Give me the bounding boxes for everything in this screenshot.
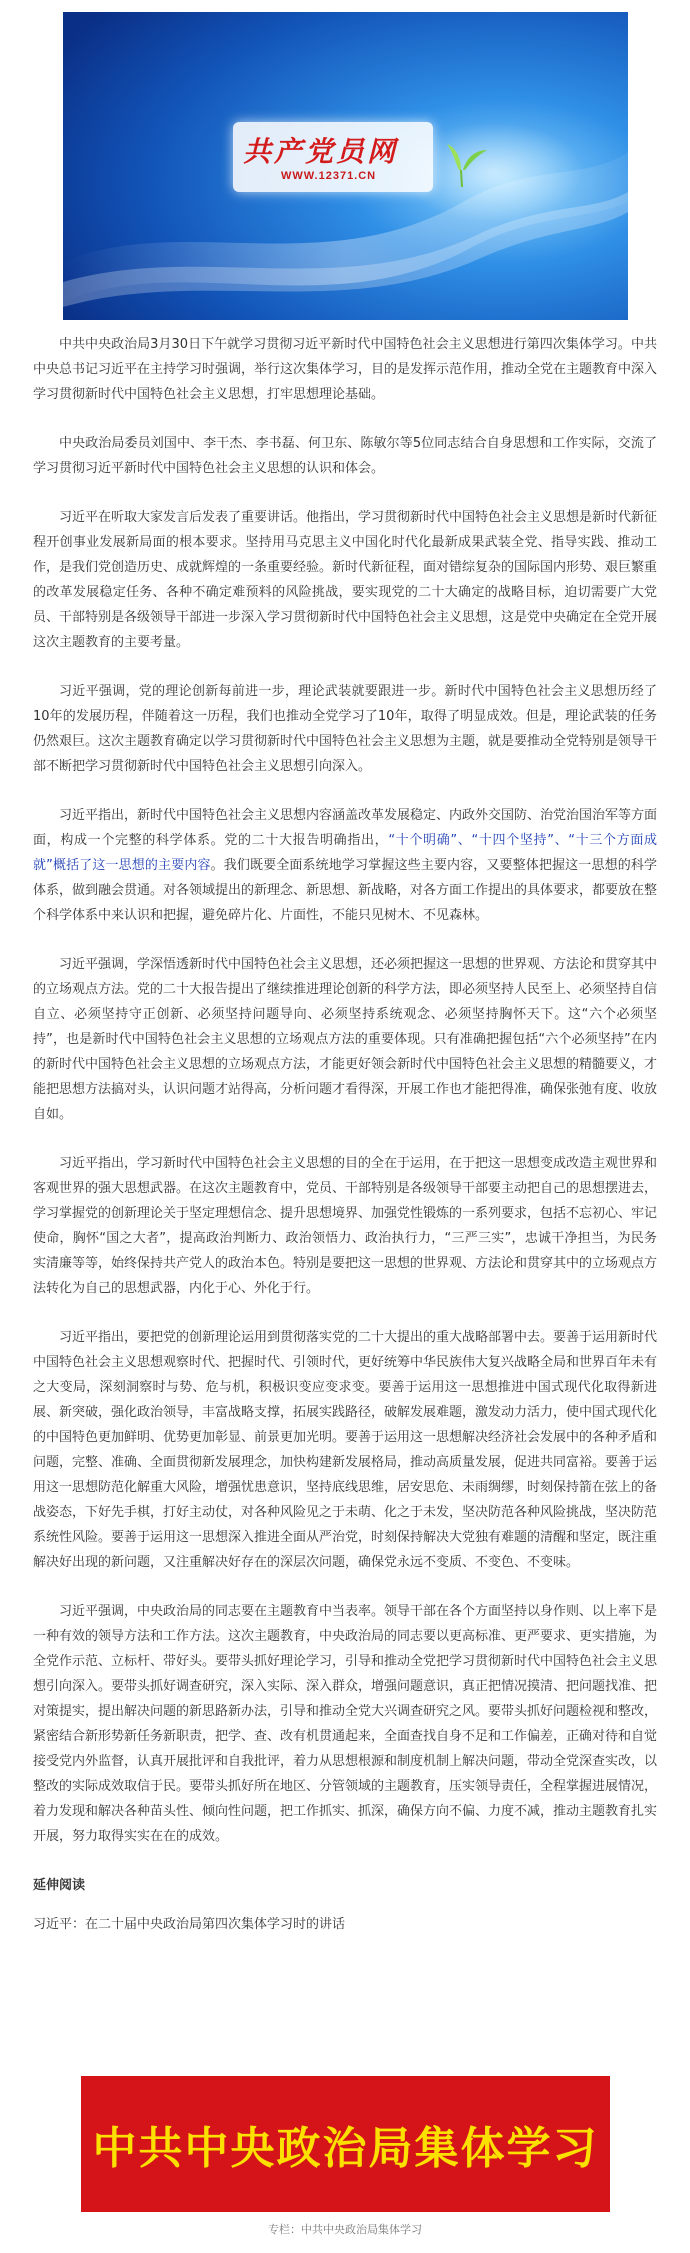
article-paragraph: 习近平指出，要把党的创新理论运用到贯彻落实党的二十大提出的重大战略部署中去。要善于运用新时代中国特色社会主义思想观察时代、把握时代、引领时代，更好统筹中华民族伟大复兴战略全局和世界百年未有之大变局，深刻洞察时与势、危与机，积极识变应变求变。要善于运用这一思想推进中国式现代化取得新进展、新突破，强化政治领导，丰富战略支撑，拓展实践路径，破解发展难题，激发动力活力，使中国式现代化的中国特色更加鲜明、优势更加彰显、前景更加光明。要善于运用这一思想解决经济社会发展中的各种矛盾和问题，完整、准确、全面贯彻新发展理念，加快构建新发展格局，推动高质量发展，促进共同富裕。要善于运用这一思想防范化解重大风险，增强忧患意识，坚持底线思维，居安思危、未雨绸缪，时刻保持箭在弦上的备战姿态，下好先手棋，打好主动仗，对各种风险见之于未萌、化之于未发，坚决防范各种风险挑战，坚决防范系统性风险。要善于运用这一思想深入推进全面从严治党，时刻保持解决大党独有难题的清醒和坚定，既注重解决好出现的新问题，又注重解决好存在的深层次问题，确保党永远不变质、不变色、不变味。 — [33, 1330, 658, 1570]
article-paragraph: 习近平指出，学习新时代中国特色社会主义思想的目的全在于运用，在于把这一思想变成改造主观世界和客观世界的强大思想武器。在这次主题教育中，党员、干部特别是各级领导干部要主动把自己的思想摆进去，学习掌握党的创新理论关于坚定理想信念、提升思想境界、加强党性锻炼的一系列要求，包括不忘初心、牢记使命，胸怀“国之大者”，提高政治判断力、政治领悟力、政治执行力，“三严三实”，忠诚干净担当，为民务实清廉等等，始终保持共产党人的政治本色。特别是要把这一思想的世界观、方法论和贯穿其中的立场观点方法转化为自己的思想武器，内化于心、外化于行。 — [33, 1156, 658, 1296]
column-caption: 专栏：中共中央政治局集体学习 — [268, 2223, 422, 2236]
column-banner-text: 中共中央政治局集体学习 — [92, 2123, 599, 2174]
paragraph-text: 。我们既要全面系统地学习掌握这些主要内容，又要整体把握这一思想的科学体系，做到融会贯通。对各领域提出的新理念、新思想、新战略，对各方面工作提出的具体要求，都要放在整个科学体系中来认识和把握，避免碎片化、片面性，不能只见树木、不见森林。 — [33, 858, 658, 923]
main-content-link[interactable]: “十个明确”、“十四个坚持”、“十三个方面成就”概括了这一思想的主要内容 — [33, 833, 657, 873]
extended-reading-title: 延伸阅读 — [33, 1878, 86, 1893]
paragraph-text: 习近平指出，新时代中国特色社会主义思想内容涵盖改革发展稳定、内政外交国防、治党治国治军等方面面，构成一个完整的科学体系。党的二十大报告明确指出， — [33, 808, 658, 848]
site-logo-url: WWW.12371.CN — [281, 170, 377, 182]
article-paragraph: 习近平强调，中央政治局的同志要在主题教育中当表率。领导干部在各个方面坚持以身作则、以上率下是一种有效的领导方法和工作方法。这次主题教育，中央政治局的同志要以更高标准、更严要求、更实措施，为全党作示范、立标杆、带好头。要带头抓好理论学习，引导和推动全党把学习贯彻新时代中国特色社会主义思想引向深入。要带头抓好调查研究，深入实际、深入群众，增强问题意识，真正把情况摸清、把问题找准、把对策提实，提出解决问题的新思路新办法，引导和推动全党大兴调查研究之风。要带头抓好问题检视和整改，紧密结合新形势新任务新职责，把学、查、改有机贯通起来，全面查找自身不足和工作偏差，正确对待和自觉接受党内外监督，认真开展批评和自我批评，着力从思想根源和制度机制上解决问题，带动全党深查实改，以整改的实际成效取信于民。要带头抓好所在地区、分管领域的主题教育，压实领导责任，全程掌握进展情况，着力发现和解决各种苗头性、倾向性问题，把工作抓实、抓深，确保方向不偏、力度不减，推动主题教育扎实开展，努力取得实实在在的成效。 — [33, 1604, 658, 1844]
article-paragraph — [33, 803, 657, 928]
extended-reading-link[interactable]: 习近平：在二十届中央政治局第四次集体学习时的讲话 — [33, 1917, 346, 1932]
article-paragraph: 中共中央政治局3月30日下午就学习贯彻习近平新时代中国特色社会主义思想进行第四次集体学习。中共中央总书记习近平在主持学习时强调，举行这次集体学习，目的是发挥示范作用，推动全党在主题教育中深入学习贯彻新时代中国特色社会主义思想，打牢思想理论基础。 — [33, 337, 658, 402]
column-banner[interactable] — [81, 2076, 610, 2212]
article-paragraph: 习近平强调，党的理论创新每前进一步，理论武装就要跟进一步。新时代中国特色社会主义思想历经了10年的发展历程，伴随着这一历程，我们也推动全党学习了10年，取得了明显成效。但是，理论武装的任务仍然艰巨。这次主题教育确定以学习贯彻新时代中国特色社会主义思想为主题，就是要推动全党特别是领导干部不断把学习贯彻新时代中国特色社会主义思想引向深入。 — [33, 684, 658, 774]
article-paragraph: 习近平在听取大家发言后发表了重要讲话。他指出，学习贯彻新时代中国特色社会主义思想是新时代新征程开创事业发展新局面的根本要求。坚持用马克思主义中国化时代化最新成果武装全党、指导实践、推动工作，是我们党创造历史、成就辉煌的一条重要经验。新时代新征程，面对错综复杂的国际国内形势、艰巨繁重的改革发展稳定任务、各种不确定难预料的风险挑战，要实现党的二十大确定的战略目标，迫切需要广大党员、干部特别是各级领导干部进一步深入学习贯彻新时代中国特色社会主义思想，这是党中央确定在全党开展这次主题教育的主要考量。 — [33, 510, 658, 650]
article-body — [33, 332, 657, 1937]
article-paragraph: 中央政治局委员刘国中、李干杰、李书磊、何卫东、陈敏尔等5位同志结合自身思想和工作实际，交流了学习贯彻习近平新时代中国特色社会主义思想的认识和体会。 — [33, 436, 657, 476]
site-logo-text: 共产党员网 — [243, 135, 399, 168]
site-logo — [233, 122, 433, 192]
hero-banner — [63, 12, 628, 320]
article-paragraph: 习近平强调，学深悟透新时代中国特色社会主义思想，还必须把握这一思想的世界观、方法论和贯穿其中的立场观点方法。党的二十大报告提出了继续推进理论创新的科学方法，即必须坚持人民至上、必须坚持自信自立、必须坚持守正创新、必须坚持问题导向、必须坚持系统观念、必须坚持胸怀天下。这“六个必须坚持”，也是新时代中国特色社会主义思想的立场观点方法的重要体现。只有准确把握包括“六个必须坚持”在内的新时代中国特色社会主义思想的立场观点方法，才能更好领会新时代中国特色社会主义思想的精髓要义，才能把思想方法搞对头，认识问题才站得高，分析问题才看得深，开展工作也才能把得准，确保张弛有度、收放自如。 — [33, 957, 658, 1122]
